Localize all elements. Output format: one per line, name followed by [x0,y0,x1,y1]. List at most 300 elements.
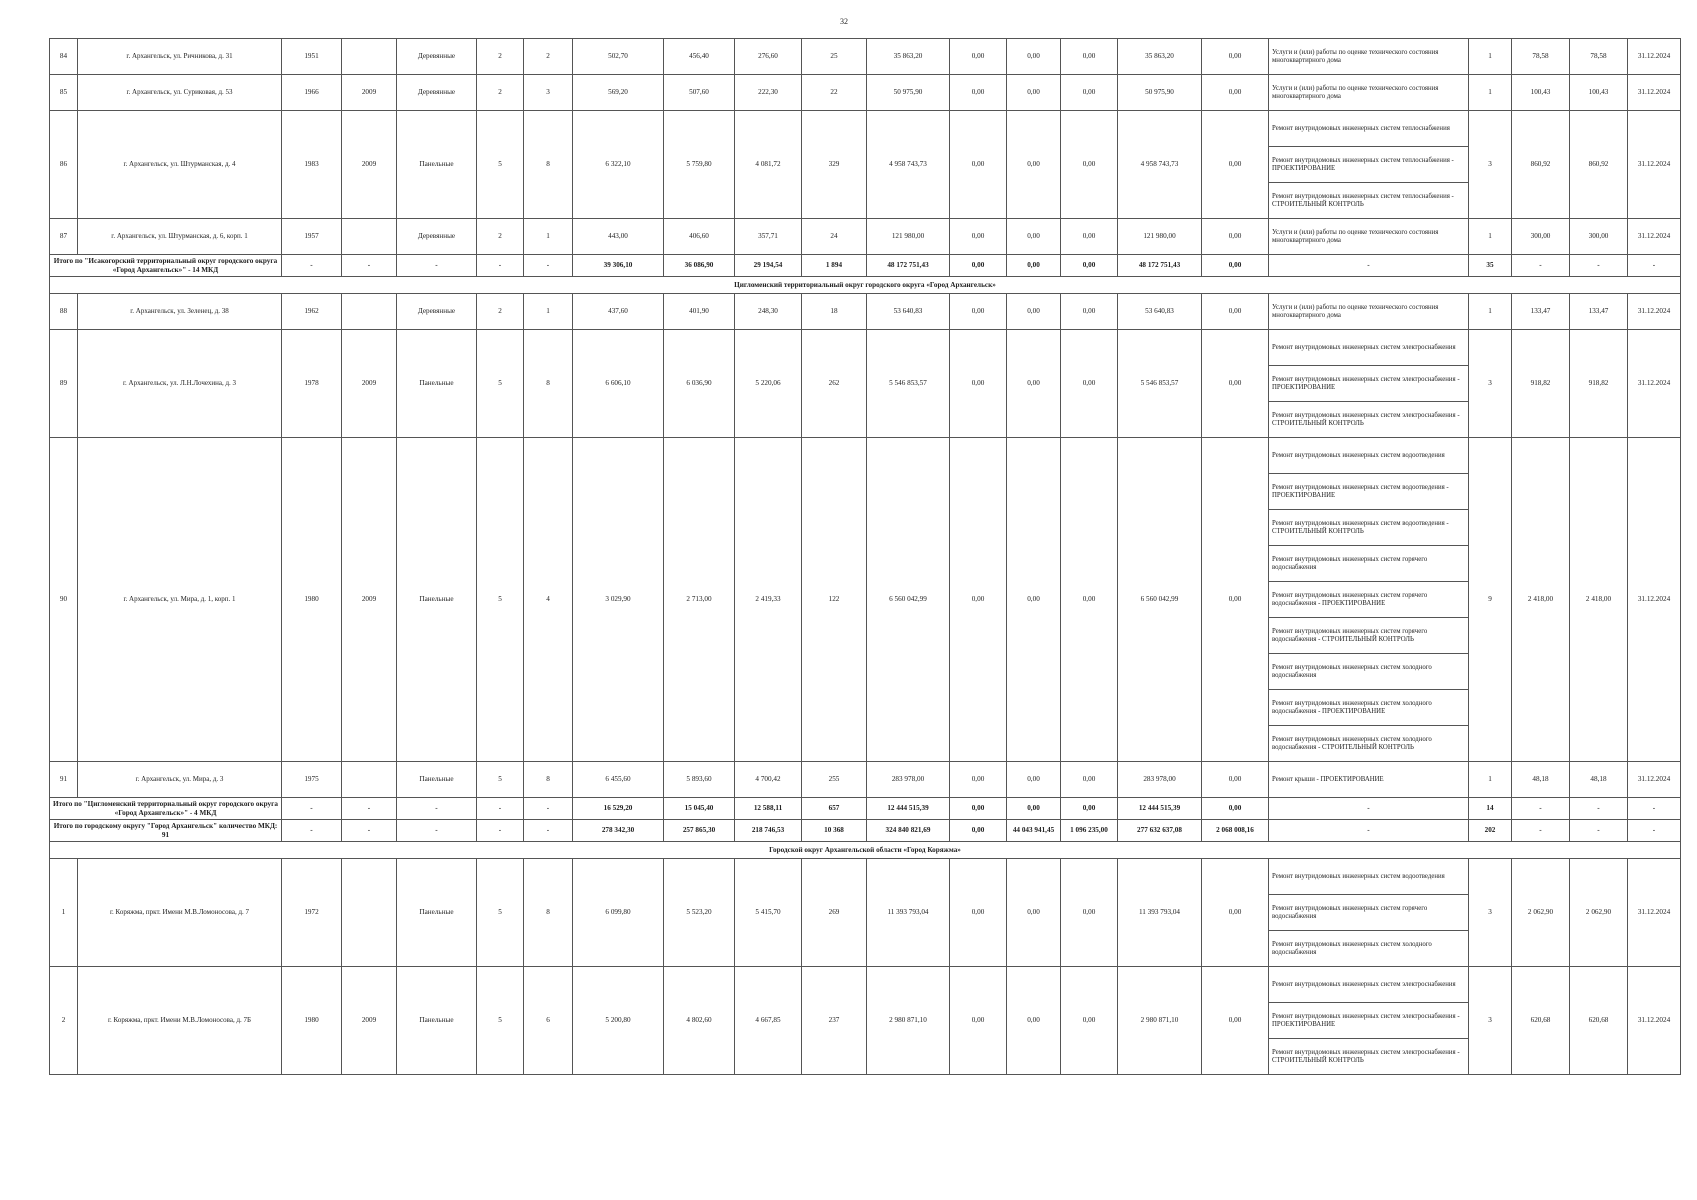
cell-cost-total: 121 980,00 [867,219,950,255]
cell-cost-fund: 0,00 [950,438,1007,762]
cell-floors: 5 [477,967,524,1075]
table-row [50,859,1681,895]
dash-cell: - [477,820,524,842]
cell-cost-fund: 0,00 [950,330,1007,438]
dash-cell: - [1628,798,1681,820]
cell-area-liv: 4 802,60 [664,967,735,1075]
cell-residents: 22 [802,75,867,111]
cell-year: 1980 [282,967,342,1075]
work-type: Ремонт внутридомовых инженерных систем электроснабжения - ПРОЕКТИРОВАНИЕ [1269,1003,1469,1039]
house-address: г. Архангельск, ул. Штурманская, д. 6, корп. 1 [78,219,282,255]
cell-material: Панельные [397,859,477,967]
cell-limit-cost: 48,18 [1570,762,1628,798]
cell-material: Панельные [397,967,477,1075]
cell-cost-owners: 2 980 871,10 [1118,967,1202,1075]
cell-residents: 18 [802,294,867,330]
cell-total-area: 16 529,20 [573,798,664,820]
table-row [50,111,1681,147]
cell-cost-region: 0,00 [1007,762,1061,798]
cell-entrances: 4 [524,438,573,762]
dash-cell: - [1269,798,1469,820]
cell-cost-other: 0,00 [1202,967,1269,1075]
cell-limit-cost: 2 062,90 [1570,859,1628,967]
row-number: 87 [50,219,78,255]
work-type: Ремонт внутридомовых инженерных систем горячего водоснабжения [1269,546,1469,582]
cell-cost-owners: 12 444 515,39 [1118,798,1202,820]
cell-floors: 2 [477,39,524,75]
row-number: 2 [50,967,78,1075]
row-number: 91 [50,762,78,798]
cell-cost-fund: 0,00 [950,39,1007,75]
cell-deadline: 31.12.2024 [1628,330,1681,438]
work-type: Ремонт крыши - ПРОЕКТИРОВАНИЕ [1269,762,1469,798]
dash-cell: - [1512,798,1570,820]
subtotal-row [50,255,1681,277]
dash-cell: - [1570,820,1628,842]
cell-year: 1978 [282,330,342,438]
cell-cost-total: 6 560 042,99 [867,438,950,762]
cell-floors: 5 [477,438,524,762]
cell-floors: 2 [477,294,524,330]
cell-year: 1957 [282,219,342,255]
row-number: 85 [50,75,78,111]
cell-floors: 5 [477,330,524,438]
table-row [50,75,1681,111]
row-number: 88 [50,294,78,330]
cell-residents: 255 [802,762,867,798]
cell-cost-region: 0,00 [1007,111,1061,219]
dash-cell: - [1628,820,1681,842]
work-type: Ремонт внутридомовых инженерных систем электроснабжения [1269,330,1469,366]
work-type: Ремонт внутридомовых инженерных систем электроснабжения - СТРОИТЕЛЬНЫЙ КОНТРОЛЬ [1269,402,1469,438]
dash-cell: - [397,255,477,277]
cell-total-area: 6 606,10 [573,330,664,438]
cell-cost-local: 0,00 [1061,859,1118,967]
cell-area-liv: 406,60 [664,219,735,255]
cell-area-liv: 36 086,90 [664,255,735,277]
cell-limit-cost: 300,00 [1570,219,1628,255]
cell-area-liv: 2 713,00 [664,438,735,762]
cell-cost-owners: 50 975,90 [1118,75,1202,111]
cell-unit-cost: 133,47 [1512,294,1570,330]
cell-cost-other: 0,00 [1202,219,1269,255]
cell-cost-other: 0,00 [1202,255,1269,277]
cell-area-liv-pers: 5 415,70 [735,859,802,967]
cell-area-liv-pers: 12 588,11 [735,798,802,820]
cell-cost-other: 0,00 [1202,330,1269,438]
cell-cost-other: 2 068 008,16 [1202,820,1269,842]
dash-cell: - [397,820,477,842]
cell-limit-cost: 860,92 [1570,111,1628,219]
cell-cost-fund: 0,00 [950,75,1007,111]
work-type: Услуги и (или) работы по оценке технического состояния многоквартирного дома [1269,75,1469,111]
cell-entrances: 2 [524,39,573,75]
cell-cost-owners: 35 863,20 [1118,39,1202,75]
dash-cell: - [1512,820,1570,842]
cell-unit-cost: 2 062,90 [1512,859,1570,967]
cell-entrances: 8 [524,330,573,438]
cell-cost-local: 0,00 [1061,762,1118,798]
subtotal-label: Итого по "Исакогорский территориальный округ городского округа «Город Архангельск»" - 14 МКД [50,255,282,277]
works-count: 3 [1469,859,1512,967]
cell-cost-region: 0,00 [1007,330,1061,438]
cell-cost-owners: 283 978,00 [1118,762,1202,798]
dash-cell: - [1570,255,1628,277]
cell-total-area: 6 099,80 [573,859,664,967]
cell-cost-other: 0,00 [1202,798,1269,820]
cell-cost-local: 0,00 [1061,219,1118,255]
cell-unit-cost: 860,92 [1512,111,1570,219]
table-row [50,330,1681,366]
cell-entrances: 6 [524,967,573,1075]
house-address: г. Архангельск, ул. Зеленец, д. 38 [78,294,282,330]
cell-area-liv: 5 523,20 [664,859,735,967]
cell-year-rep [342,859,397,967]
row-number: 86 [50,111,78,219]
work-type: Ремонт внутридомовых инженерных систем водоотведения - СТРОИТЕЛЬНЫЙ КОНТРОЛЬ [1269,510,1469,546]
cell-cost-other: 0,00 [1202,859,1269,967]
house-address: г. Архангельск, ул. Штурманская, д. 4 [78,111,282,219]
cell-residents: 1 894 [802,255,867,277]
cell-cost-owners: 48 172 751,43 [1118,255,1202,277]
cell-residents: 237 [802,967,867,1075]
cell-cost-region: 0,00 [1007,255,1061,277]
row-number: 90 [50,438,78,762]
cell-total-area: 569,20 [573,75,664,111]
work-type: Ремонт внутридомовых инженерных систем холодного водоснабжения - СТРОИТЕЛЬНЫЙ КОНТРОЛЬ [1269,726,1469,762]
cell-area-liv-pers: 4 700,42 [735,762,802,798]
cell-area-liv: 15 045,40 [664,798,735,820]
cell-year: 1962 [282,294,342,330]
total-row [50,820,1681,842]
cell-cost-local: 0,00 [1061,255,1118,277]
work-type: Ремонт внутридомовых инженерных систем водоотведения - ПРОЕКТИРОВАНИЕ [1269,474,1469,510]
cell-total-area: 39 306,10 [573,255,664,277]
house-address: г. Архангельск, ул. Л.Н.Лочехина, д. 3 [78,330,282,438]
works-count: 3 [1469,967,1512,1075]
cell-deadline: 31.12.2024 [1628,294,1681,330]
cell-deadline: 31.12.2024 [1628,438,1681,762]
work-type: Услуги и (или) работы по оценке технического состояния многоквартирного дома [1269,219,1469,255]
cell-limit-cost: 620,68 [1570,967,1628,1075]
cell-cost-region: 0,00 [1007,859,1061,967]
cell-deadline: 31.12.2024 [1628,859,1681,967]
cell-cost-total: 50 975,90 [867,75,950,111]
cell-cost-region: 0,00 [1007,39,1061,75]
subtotal-label: Итого по "Цигломенский территориальный округ городского округа «Город Архангельск»" - 4 МКД [50,798,282,820]
cell-cost-local: 0,00 [1061,798,1118,820]
cell-cost-local: 0,00 [1061,111,1118,219]
cell-cost-total: 11 393 793,04 [867,859,950,967]
cell-year: 1983 [282,111,342,219]
cell-deadline: 31.12.2024 [1628,219,1681,255]
dash-cell: - [477,798,524,820]
dash-cell: - [342,798,397,820]
cell-year: 1966 [282,75,342,111]
house-address: г. Коряжма, пркт. Имени М.В.Ломоносова, д. 7Б [78,967,282,1075]
cell-cost-owners: 121 980,00 [1118,219,1202,255]
work-type: Ремонт внутридомовых инженерных систем теплоснабжения [1269,111,1469,147]
dash-cell: - [342,820,397,842]
work-type: Ремонт внутридомовых инженерных систем теплоснабжения - ПРОЕКТИРОВАНИЕ [1269,147,1469,183]
cell-cost-local: 1 096 235,00 [1061,820,1118,842]
cell-area-liv-pers: 276,60 [735,39,802,75]
cell-area-liv-pers: 222,30 [735,75,802,111]
cell-area-liv: 257 865,30 [664,820,735,842]
cell-residents: 10 368 [802,820,867,842]
works-count: 1 [1469,39,1512,75]
cell-total-area: 6 455,60 [573,762,664,798]
cell-cost-total: 35 863,20 [867,39,950,75]
cell-area-liv-pers: 29 194,54 [735,255,802,277]
cell-entrances: 8 [524,111,573,219]
works-count: 14 [1469,798,1512,820]
cell-cost-owners: 6 560 042,99 [1118,438,1202,762]
cell-cost-total: 5 546 853,57 [867,330,950,438]
dash-cell: - [282,255,342,277]
table-row [50,39,1681,75]
cell-total-area: 5 200,80 [573,967,664,1075]
cell-year: 1972 [282,859,342,967]
work-type: Ремонт внутридомовых инженерных систем электроснабжения - СТРОИТЕЛЬНЫЙ КОНТРОЛЬ [1269,1039,1469,1075]
house-address: г. Коряжма, пркт. Имени М.В.Ломоносова, д. 7 [78,859,282,967]
dash-cell: - [1269,255,1469,277]
cell-residents: 329 [802,111,867,219]
cell-unit-cost: 2 418,00 [1512,438,1570,762]
cell-cost-fund: 0,00 [950,219,1007,255]
cell-material: Панельные [397,438,477,762]
dash-cell: - [1570,798,1628,820]
cell-limit-cost: 100,43 [1570,75,1628,111]
cell-area-liv: 456,40 [664,39,735,75]
cell-area-liv: 507,60 [664,75,735,111]
cell-cost-fund: 0,00 [950,255,1007,277]
cell-cost-fund: 0,00 [950,798,1007,820]
cell-area-liv: 401,90 [664,294,735,330]
work-type: Ремонт внутридомовых инженерных систем водоотведения [1269,859,1469,895]
cell-cost-other: 0,00 [1202,438,1269,762]
cell-total-area: 3 029,90 [573,438,664,762]
work-type: Ремонт внутридомовых инженерных систем горячего водоснабжения - ПРОЕКТИРОВАНИЕ [1269,582,1469,618]
cell-cost-local: 0,00 [1061,75,1118,111]
cell-year-rep: 2009 [342,967,397,1075]
subtotal-row [50,798,1681,820]
region-header-row [50,842,1681,859]
cell-area-liv: 5 893,60 [664,762,735,798]
cell-residents: 657 [802,798,867,820]
cell-year-rep [342,219,397,255]
cell-year-rep [342,294,397,330]
dash-cell: - [524,820,573,842]
cell-residents: 122 [802,438,867,762]
cell-cost-total: 12 444 515,39 [867,798,950,820]
house-address: г. Архангельск, ул. Суриковая, д. 53 [78,75,282,111]
work-type: Услуги и (или) работы по оценке технического состояния многоквартирного дома [1269,294,1469,330]
cell-cost-other: 0,00 [1202,762,1269,798]
cell-cost-total: 53 640,83 [867,294,950,330]
cell-unit-cost: 78,58 [1512,39,1570,75]
cell-unit-cost: 620,68 [1512,967,1570,1075]
work-type: Ремонт внутридомовых инженерных систем электроснабжения [1269,967,1469,1003]
cell-year: 1975 [282,762,342,798]
row-number: 89 [50,330,78,438]
cell-deadline: 31.12.2024 [1628,75,1681,111]
cell-cost-fund: 0,00 [950,111,1007,219]
dash-cell: - [524,798,573,820]
cell-floors: 5 [477,859,524,967]
cell-floors: 2 [477,219,524,255]
works-count: 9 [1469,438,1512,762]
dash-cell: - [397,798,477,820]
cell-floors: 2 [477,75,524,111]
cell-year-rep: 2009 [342,438,397,762]
cell-residents: 25 [802,39,867,75]
cell-material: Панельные [397,330,477,438]
works-count: 3 [1469,111,1512,219]
cell-cost-local: 0,00 [1061,330,1118,438]
cell-area-liv-pers: 4 667,85 [735,967,802,1075]
cell-limit-cost: 918,82 [1570,330,1628,438]
dash-cell: - [1628,255,1681,277]
dash-cell: - [477,255,524,277]
cell-cost-local: 0,00 [1061,438,1118,762]
cell-material: Деревянные [397,39,477,75]
cell-cost-region: 0,00 [1007,219,1061,255]
region-title: Городской округ Архангельской области «Город Коряжма» [50,842,1681,859]
cell-cost-local: 0,00 [1061,39,1118,75]
work-type: Ремонт внутридомовых инженерных систем водоотведения [1269,438,1469,474]
works-count: 35 [1469,255,1512,277]
works-count: 1 [1469,762,1512,798]
cell-cost-region: 0,00 [1007,75,1061,111]
cell-cost-region: 44 043 941,45 [1007,820,1061,842]
cell-cost-region: 0,00 [1007,798,1061,820]
cell-limit-cost: 2 418,00 [1570,438,1628,762]
cell-cost-total: 324 840 821,69 [867,820,950,842]
cell-entrances: 8 [524,762,573,798]
work-type: Услуги и (или) работы по оценке технического состояния многоквартирного дома [1269,39,1469,75]
cell-deadline: 31.12.2024 [1628,111,1681,219]
capital-repair-table [49,38,1681,1075]
table-row [50,967,1681,1003]
cell-total-area: 443,00 [573,219,664,255]
works-count: 202 [1469,820,1512,842]
dash-cell: - [524,255,573,277]
cell-cost-total: 48 172 751,43 [867,255,950,277]
cell-area-liv-pers: 248,30 [735,294,802,330]
house-address: г. Архангельск, ул. Ричникова, д. 31 [78,39,282,75]
house-address: г. Архангельск, ул. Мира, д. 1, корп. 1 [78,438,282,762]
cell-cost-other: 0,00 [1202,111,1269,219]
cell-floors: 5 [477,111,524,219]
cell-cost-fund: 0,00 [950,820,1007,842]
cell-cost-owners: 5 546 853,57 [1118,330,1202,438]
cell-cost-owners: 4 958 743,73 [1118,111,1202,219]
cell-cost-total: 283 978,00 [867,762,950,798]
cell-area-liv: 6 036,90 [664,330,735,438]
cell-cost-other: 0,00 [1202,75,1269,111]
cell-total-area: 502,70 [573,39,664,75]
cell-cost-fund: 0,00 [950,762,1007,798]
cell-cost-other: 0,00 [1202,39,1269,75]
works-count: 3 [1469,330,1512,438]
cell-entrances: 8 [524,859,573,967]
cell-cost-total: 2 980 871,10 [867,967,950,1075]
cell-cost-region: 0,00 [1007,438,1061,762]
region-header-row [50,277,1681,294]
cell-residents: 24 [802,219,867,255]
cell-cost-owners: 277 632 637,08 [1118,820,1202,842]
cell-material: Панельные [397,762,477,798]
cell-cost-owners: 11 393 793,04 [1118,859,1202,967]
work-type: Ремонт внутридомовых инженерных систем холодного водоснабжения - ПРОЕКТИРОВАНИЕ [1269,690,1469,726]
house-address: г. Архангельск, ул. Мира, д. 3 [78,762,282,798]
cell-limit-cost: 133,47 [1570,294,1628,330]
cell-area-liv-pers: 4 081,72 [735,111,802,219]
dash-cell: - [342,255,397,277]
cell-cost-fund: 0,00 [950,859,1007,967]
region-title: Цигломенский территориальный округ городского округа «Город Архангельск» [50,277,1681,294]
cell-area-liv-pers: 218 746,53 [735,820,802,842]
dash-cell: - [1512,255,1570,277]
cell-entrances: 3 [524,75,573,111]
cell-cost-local: 0,00 [1061,967,1118,1075]
cell-deadline: 31.12.2024 [1628,39,1681,75]
cell-material: Деревянные [397,219,477,255]
work-type: Ремонт внутридомовых инженерных систем горячего водоснабжения [1269,895,1469,931]
cell-year-rep: 2009 [342,330,397,438]
cell-year-rep: 2009 [342,111,397,219]
cell-material: Деревянные [397,75,477,111]
cell-residents: 262 [802,330,867,438]
cell-area-liv-pers: 5 220,06 [735,330,802,438]
cell-floors: 5 [477,762,524,798]
cell-entrances: 1 [524,294,573,330]
cell-unit-cost: 48,18 [1512,762,1570,798]
cell-area-liv-pers: 357,71 [735,219,802,255]
work-type: Ремонт внутридомовых инженерных систем холодного водоснабжения [1269,654,1469,690]
cell-cost-fund: 0,00 [950,967,1007,1075]
works-count: 1 [1469,294,1512,330]
cell-year-rep: 2009 [342,75,397,111]
table-row [50,219,1681,255]
cell-unit-cost: 918,82 [1512,330,1570,438]
row-number: 84 [50,39,78,75]
cell-limit-cost: 78,58 [1570,39,1628,75]
cell-cost-other: 0,00 [1202,294,1269,330]
cell-year: 1980 [282,438,342,762]
cell-cost-region: 0,00 [1007,967,1061,1075]
dash-cell: - [282,820,342,842]
cell-cost-owners: 53 640,83 [1118,294,1202,330]
cell-cost-fund: 0,00 [950,294,1007,330]
cell-year-rep [342,39,397,75]
cell-unit-cost: 300,00 [1512,219,1570,255]
page-number: 32 [840,17,848,26]
works-count: 1 [1469,219,1512,255]
dash-cell: - [282,798,342,820]
work-type: Ремонт внутридомовых инженерных систем теплоснабжения - СТРОИТЕЛЬНЫЙ КОНТРОЛЬ [1269,183,1469,219]
work-type: Ремонт внутридомовых инженерных систем горячего водоснабжения - СТРОИТЕЛЬНЫЙ КОНТРОЛЬ [1269,618,1469,654]
cell-year-rep [342,762,397,798]
cell-material: Панельные [397,111,477,219]
cell-total-area: 278 342,30 [573,820,664,842]
work-type: Ремонт внутридомовых инженерных систем электроснабжения - ПРОЕКТИРОВАНИЕ [1269,366,1469,402]
cell-cost-total: 4 958 743,73 [867,111,950,219]
cell-material: Деревянные [397,294,477,330]
dash-cell: - [1269,820,1469,842]
works-count: 1 [1469,75,1512,111]
